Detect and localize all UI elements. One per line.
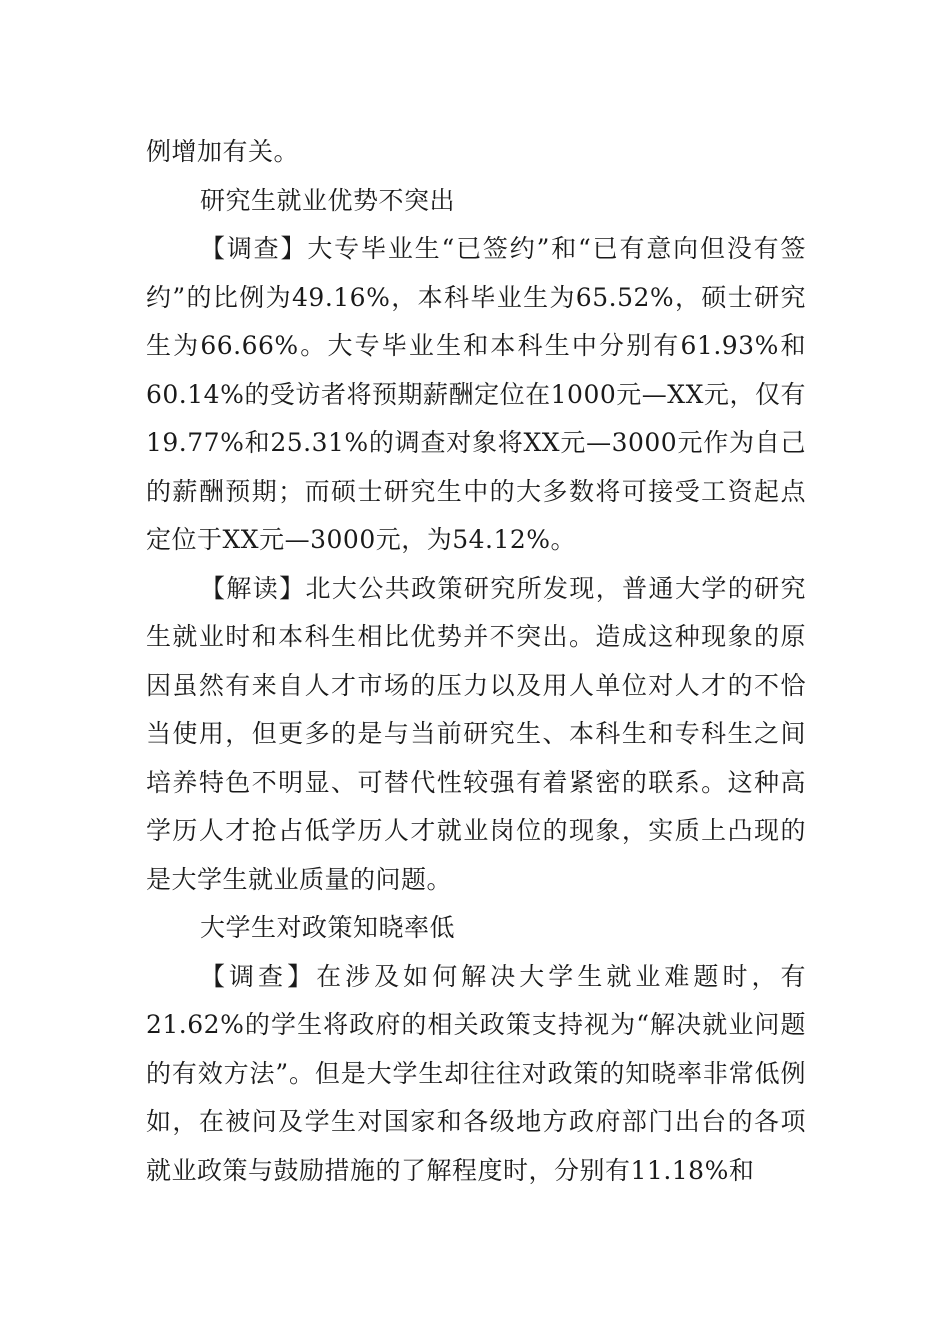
- paragraph-continued: 例增加有关。: [146, 137, 300, 166]
- paragraph-survey-2: 【调查】在涉及如何解决大学生就业难题时，有21.62%的学生将政府的相关政策支持视为“解决就业问题的有效方法”。但是大学生却往往对政策的知晓率非常低例如，在被问及学生对国家和各级地方政府部门出台的各项就业政策与鼓励措施的了解程度时，分别有11.18%和: [146, 961, 806, 1185]
- paragraph-survey-1: 【调查】大专毕业生“已签约”和“已有意向但没有签约”的比例为49.16%，本科毕业生为65.52%，硕士研究生为66.66%。大专毕业生和本科生中分别有61.93%和60.14%的受访者将预期薪酬定位在1000元—XX元，仅有19.77%和25.31%的调查对象将XX元—3000元作为自己的薪酬预期；而硕士研究生中的大多数将可接受工资起点定位于XX元—3000元，为54.12%。: [146, 234, 806, 554]
- section-heading-graduate-advantage: 研究生就业优势不突出: [200, 185, 456, 215]
- section-heading-policy-awareness: 大学生对政策知晓率低: [200, 913, 456, 942]
- document-page: [146, 128, 806, 1195]
- paragraph-interpretation-1: 【解读】北大公共政策研究所发现，普通大学的研究生就业时和本科生相比优势并不突出。造成这种现象的原因虽然有来自人才市场的压力以及用人单位对人才的不恰当使用，但更多的是与当前研究生、本科生和专科生之间培养特色不明显、可替代性较强有着紧密的联系。这种高学历人才抢占低学历人才就业岗位的现象，实质上凸现的是大学生就业质量的问题。: [146, 573, 806, 894]
